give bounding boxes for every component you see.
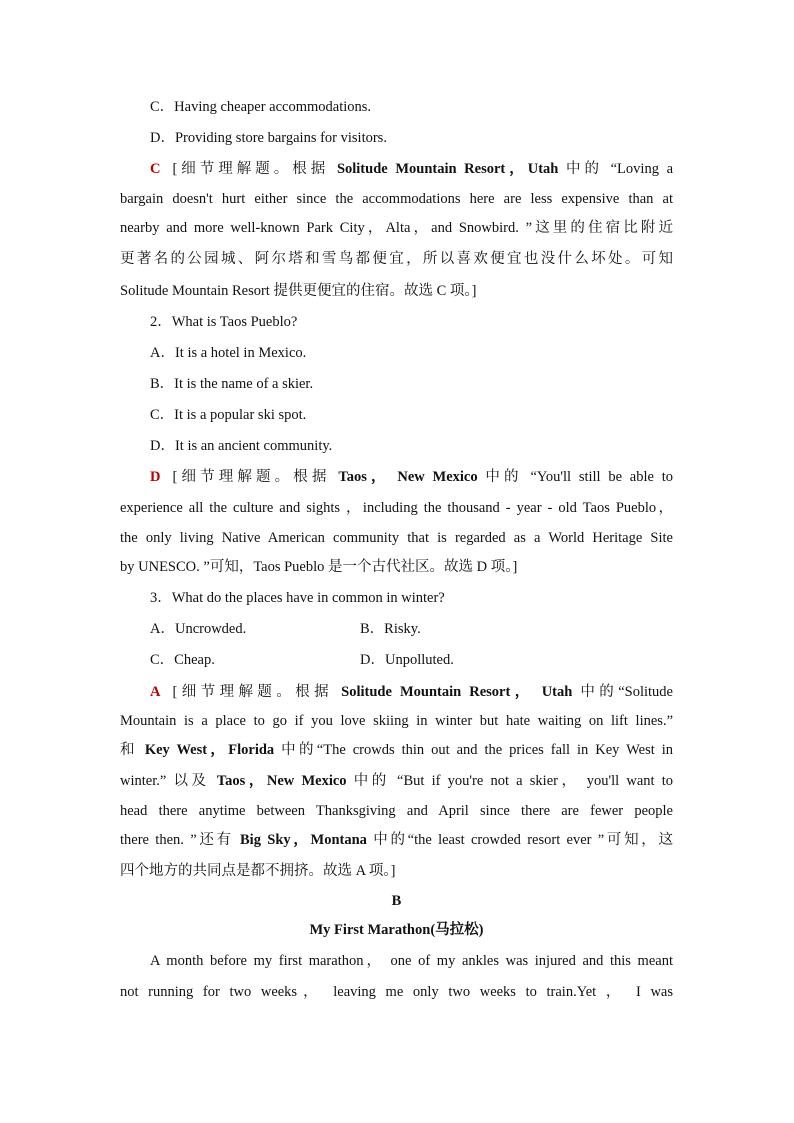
q3-explanation-line-2: Mountain is a place to go if you love skiing in winter but hate waiting on lift lines.” [120, 713, 673, 729]
q1-option-c: C．Having cheaper accommodations. [150, 99, 372, 115]
q3-option-d: D．Unpolluted. [360, 652, 454, 668]
q3-options-row-2 [150, 650, 673, 670]
article-title: My First Marathon(马拉松) [309, 922, 484, 938]
q2-answer: D [150, 469, 161, 485]
q3-option-a: A．Uncrowded. [150, 621, 247, 637]
q1-explanation-line-5: Solitude Mountain Resort 提供更便宜的住宿。故选 C 项。] [120, 283, 477, 299]
q2-option-d: D．It is an ancient community. [150, 438, 333, 454]
q3-explanation-line-5: head there anytime between Thanksgiving and April since there are fewer people [120, 803, 673, 819]
q3-option-b: B．Risky. [360, 621, 421, 637]
q3-explanation-line-1: A [细节理解题。根据 Solitude Mountain Resort， Utah 中的“Solitude [150, 684, 673, 700]
q2-explanation-line-4: by UNESCO. ”可知，Taos Pueblo 是一个古代社区。故选 D 项。] [120, 559, 518, 575]
article-paragraph-line-1: A month before my first marathon， one of my ankles was injured and this meant [150, 953, 673, 969]
q3-explanation-line-4: winter.” 以及 Taos，New Mexico 中的 “But if you're not a skier， you'll want to [120, 773, 674, 789]
q1-explanation-line-1: C [细节理解题。根据 Solitude Mountain Resort，Utah 中的 “Loving a [150, 161, 674, 177]
q3-explanation-line-6: there then. ”还有 Big Sky，Montana 中的“the least crowded resort ever ”可知，这 [120, 832, 673, 848]
q3-answer: A [150, 684, 161, 700]
q3-option-c: C．Cheap. [150, 652, 215, 668]
q1-answer: C [150, 161, 161, 177]
q1-option-d: D．Providing store bargains for visitors. [150, 130, 387, 146]
q2-stem: 2．What is Taos Pueblo? [150, 314, 298, 330]
q3-options-row-1 [150, 619, 673, 639]
q2-explanation-line-2: experience all the culture and sights ，including the thousand - year - old Taos Pueblo， [120, 500, 673, 516]
section-label: B [391, 893, 402, 909]
q1-explanation-line-4: 更著名的公园城、阿尔塔和雪鸟都便宜，所以喜欢便宜也没什么坏处。可知 [120, 251, 673, 267]
q2-explanation-line-3: the only living Native American community that is regarded as a World Heritage Site [120, 530, 673, 546]
q2-option-c: C．It is a popular ski spot. [150, 407, 307, 423]
q3-stem: 3．What do the places have in common in winter? [150, 590, 445, 606]
q2-explanation-line-1: D [细节理解题。根据 Taos， New Mexico 中的 “You'll still be able to [150, 469, 674, 485]
q2-option-b: B．It is the name of a skier. [150, 376, 314, 392]
article-paragraph-line-2: not running for two weeks， leaving me only two weeks to train.Yet ， I was [120, 984, 673, 1000]
q1-explanation-line-2: bargain doesn't hurt either since the accommodations here are less expensive than at [120, 191, 673, 207]
q3-explanation-line-7: 四个地方的共同点是都不拥挤。故选 A 项。] [120, 863, 396, 879]
q2-option-a: A．It is a hotel in Mexico. [150, 345, 307, 361]
q1-explanation-line-3: nearby and more well-known Park City，Alta，and Snowbird. ”这里的住宿比附近 [120, 220, 673, 236]
q3-explanation-line-3: 和 Key West，Florida 中的“The crowds thin out and the prices fall in Key West in [120, 742, 674, 758]
